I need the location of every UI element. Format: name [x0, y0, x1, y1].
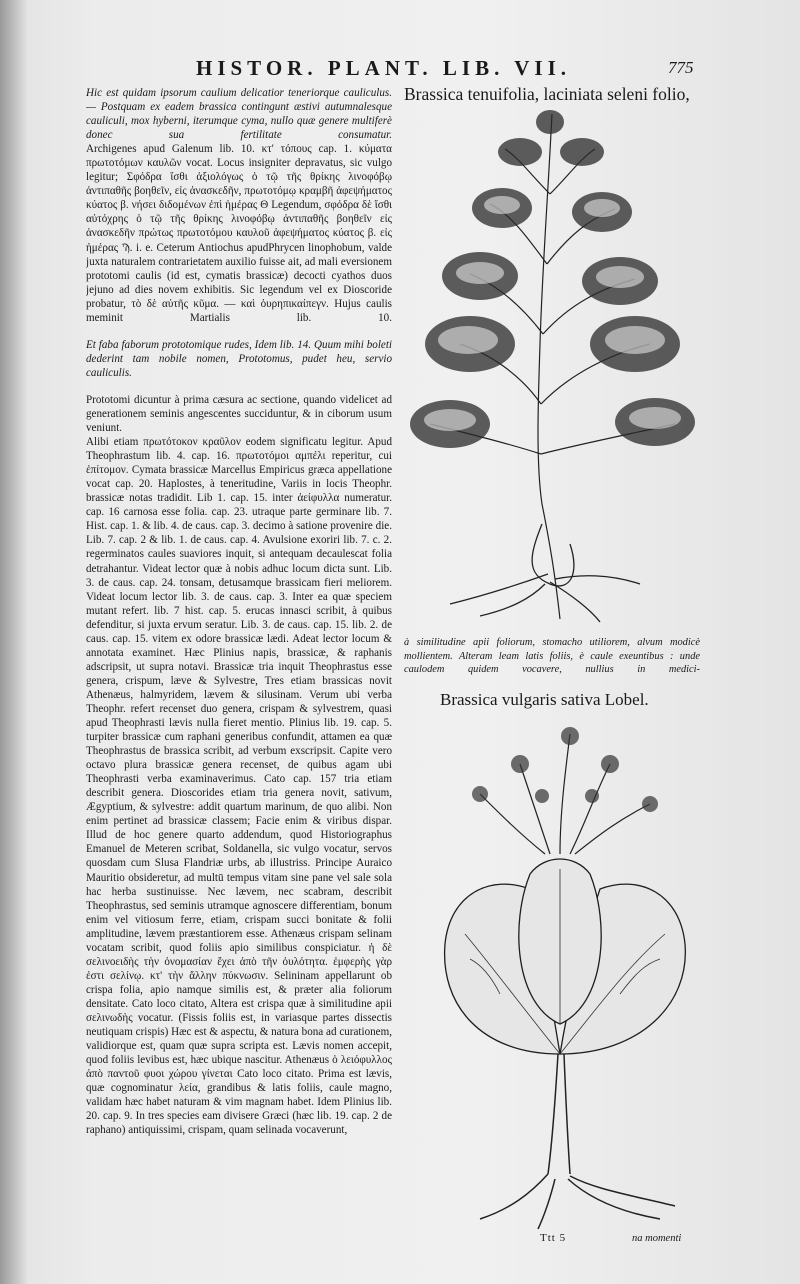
right-column-text	[404, 636, 700, 677]
paragraph-martial-verse: Et faba faborum prototomique rudes, Idem lib. 14. Quum mihi boleti dederint tam nobile nomen, Prototomus, pudet heu, servio cauliculis.	[86, 338, 392, 379]
figure-caption-tenuifolia: Brassica tenuifolia, laciniata seleni folio,	[404, 84, 690, 104]
paragraph-intro: Hic est quidam ipsorum caulium delicatior teneriorque cauliculus. — Postquam ex eadem brassica contingunt æstivi autumnalesque cauliculi, mox hyberni, iterumque cyma, nullo quæ genere multiferè donec sua fertilitate consumatur.	[86, 87, 392, 142]
woodcut-brassica-tenuifolia	[410, 104, 700, 624]
paragraph-main: Alibi etiam πρωτότοκον κραῦλον eodem significatu legitur. Apud Theophrastum lib. 4. cap. 16. πρωτοτόμοι αμπέλι reperitur, cui ἐπίτομον. Cymata brassicæ Marcellus Empiricus græca appellatione vocat cap. 20. Haplostes, à teneritudine, Variis in locis Theophr. brassicæ notas tradidit. Lib 1. cap. 15. inter ἀείφυλλα numeratur. cap. 16 carnosa esse folia. cap. 23. utraque parte germinare lib. 7. Hist. cap. 1. & lib. 4. de caus. cap. 3. decimo à satione provenire die. Lib. 7. cap. 2 & lib. 1. de caus. cap. 4. Avulsione exoriri lib. 7. c. 2. regerminatos caules suaviores inquit, si antequam decaulescat folia detrahantur. Videat lector quæ à nobis adhuc locum dicta sunt. Lib. 3. de caus. cap. 24. tonsam, detusamque brassicam fieri meliorem. Videat locum lector lib. 3. de caus. cap. 3. Inter ea quæ speciem mutant refert. lib. 7 hist. cap. 5. erucas innasci scribit, à quibus defenditur, si juxta ervum seratur. Lib. 3. de caus. cap. 15. lib. 2. de caus. cap. 15. vitem ex odore brassicæ lædi. Adeat lector locum & annotata examinet. Hæc Plinius napis, brassicæ, & raphanis adscripsit, ut supra notavi. Brassicæ tria inquit Theophrastus esse genera, crispum, læve & Sylvestre, Tres etiam brassicas novit Athenæus, halmyridem, lævem & silusinam. Verum ubi verba Theophr. refert recenset duo genera, crispam & sylvestrem, quasi apud Theophrasti lævis nulla fieret mentio. Plinius lib. 19. cap. 5. turpiter brassicæ cum raphani generibus confundit, attamen ea quæ Theophrastus de brassica scribit, ad verbum exscripsit. Capite vero octavo plura brassicæ genera recenset, de quibus agam ubi Theophrasti verba examinaverimus. Cato cap. 157 tria etiam describit genera. Dioscorides etiam tria genera novit, sativum, Ægyptium, & sylvestre: addit quartum marinum, de quo alibi. Non enim pertinet ad brassicæ classem; Facie enim & viribus dispar. Illud de hoc genere quarto addendum, quod Historiographus Emanuel de Meteren scribat, Soldanella, sic vulgo vocatur, servos quosdam cum Slusa Flandriæ urbs, ab illustriss. Principe Auraico Mauritio obsideretur, ad multū tempus vitam sine pane vel sale sola hac herba sustinuisse. Nec lævem, nec scabram, describit Theophrastus, sed seminis utramque agnoscere differentiam, bonum enim vel vitiosum ferre, etiam, crispam succi bonitate & folii amplitudine, lævem præstantiorem esse. Athenæus crispam selinam vocatam scribit, quod foliis apio similibus conspiciatur. ἡ δὲ σελινοειδὴς τὴν ὀνομασίαν ἔχει ἀπὸ τῆν ὀυλότητα. ἐμφερὴς γὰρ ἐστι σελίνῳ. κτ' τὴν ἄλλην πύκνωσιν. Selininam appellarunt ob crispa folia, apio namque similis est, & præter alia foliorum densitate. Cato loco citato, Altera est crispa quæ à similitudine apii σελινωδὴς vocatur. (Fissis foliis est, in variasque partes dissectis neutiquam crispis) Hæc est & aspectu, & natura bona ad curationem, validiorque est, quam quæ supra scripta est. Lævis nomen accepit, quod foliis levibus est, hæc ubique nascitur. Athenæus ὁ λειόφυλλος ἀπὸ παντοῦ φυοι χώρου γίνεται Cato loco citato. Prima est lævis, quæ cognominatur λεία, grandibus & latis foliis, caule magno, validam hæc habet naturam & vim magnam habet. Idem Plinius lib. 20. cap. 9. In tres species eam divisere Græci (hæc lib. 19. cap. 2 de raphano) antiquissimi, crispam, quam selinada vocaverunt,	[86, 436, 392, 1137]
page-number: 775	[668, 58, 694, 77]
signature-mark: Ttt 5	[540, 1232, 567, 1244]
left-text-column	[86, 86, 392, 1236]
paragraph-prototomi: Prototomi dicuntur à prima cæsura ac sectione, quando videlicet ad generationem seminis angescentes succiduntur, & in ciborum usum veniunt.	[86, 393, 392, 435]
catchword: na momenti	[632, 1233, 682, 1244]
running-head: HISTOR. PLANT. LIB. VII.	[196, 56, 571, 80]
figure-caption-vulgaris: Brassica vulgaris sativa Lobel.	[440, 690, 649, 709]
right-paragraph: à similitudine apii foliorum, stomacho utiliorem, alvum modicè mollientem. Alteram leam latis foliis, è caule exeuntibus : unde caulodem quidem vocavere, nullius in medici-	[404, 637, 700, 675]
woodcut-brassica-vulgaris	[420, 724, 710, 1234]
gutter-shadow	[0, 0, 28, 1284]
paragraph-archigenes: Archigenes apud Galenum lib. 10. κτ' τόπους cap. 1. κύματα πρωτοτόμων καυλῶν vocat. Locus insigniter depravatus, sic vulgo legitur; Σφόδρα ἴσθι ἀξιολόγως ὁ τῷ τῆς θρίκης λινοφόβῳ ἀντιπαθῆς βοηθεῖν, εἰς ἀνασκεδῆν, πρωτοτόμῳ κραμβῆ ἀφεψήματος κύατος β. νήσει διδομένων ἐπὶ ἡμέρας Θ Legendum, σφόδρα δὲ ἴσθι αὐτόχρης ὁ τῷ τῆς θρίκης λινοφόβῳ ἀντιπαθῆς βοηθεῖν εἰς ἀνασκεδῆν πρώτως πρωτοτόμου καυλοῦ ἀφεψήματος κύατος β. εἰς ἡμέρας Ϡ. i. e. Ceterum Antiochus apudPhrycen linophobum, valde juxta naturalem contrarietatem auxilio fuisse ait, ad mali eversionem prototomi caulis (id est, cymatis brassicæ) decocti cyathos duos jejuno ad dies novem exhibitis. Sic legendum vel ex Dioscoride probatur, τὸ δὲ αὐτῆς κῦμα. — καὶ ὀυρηπικαίπεγν. Hujus caulis meminit Martialis lib. 10.	[86, 143, 392, 324]
